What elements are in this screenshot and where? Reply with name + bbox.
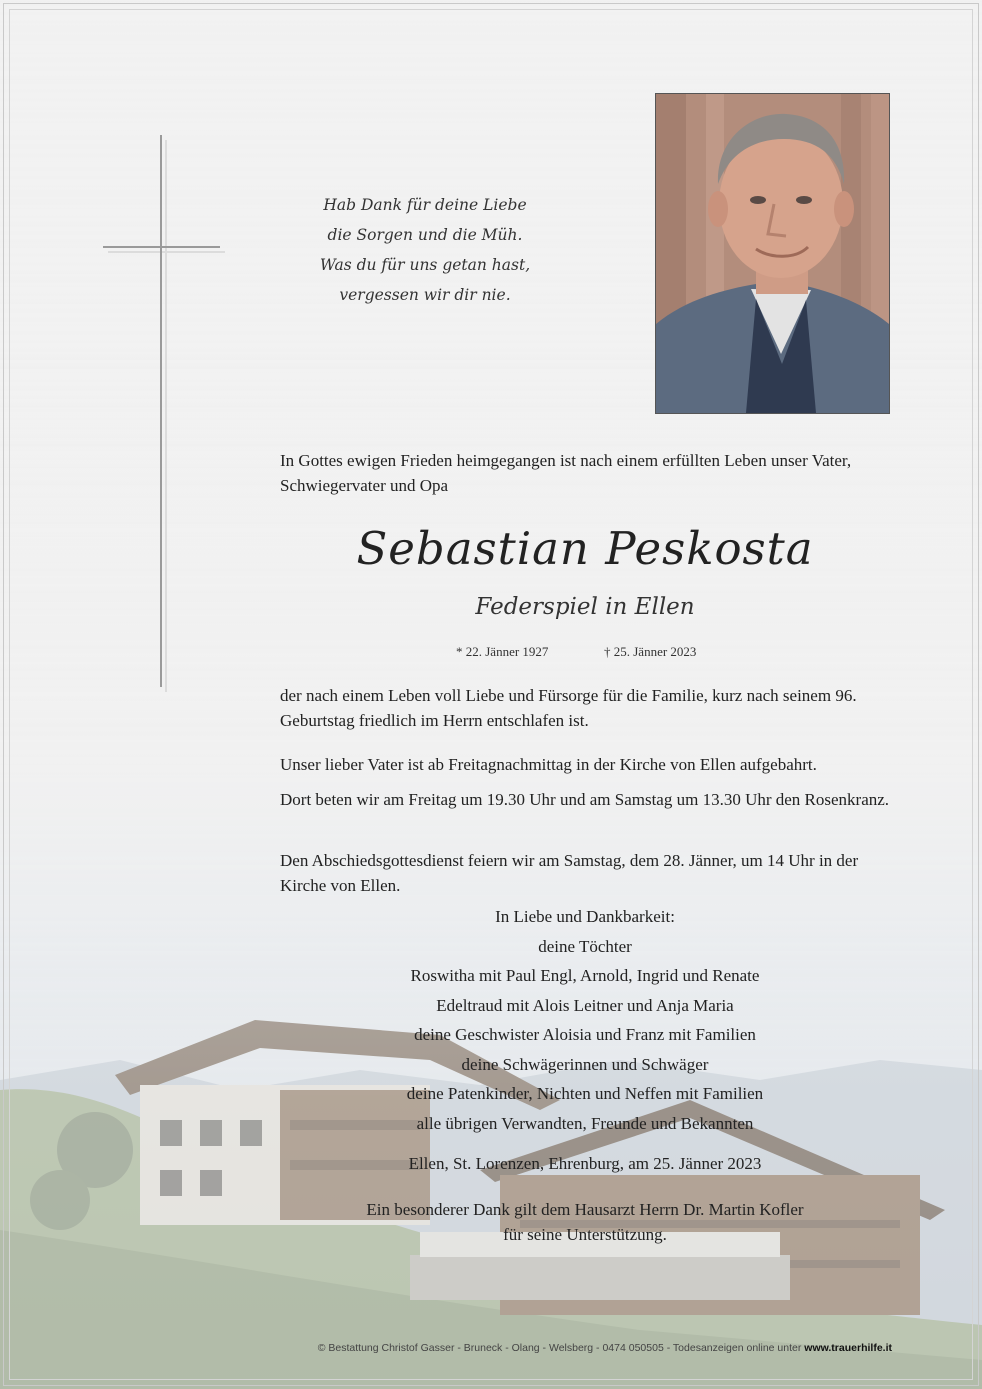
poem-line: vergessen wir dir nie. [339, 286, 511, 304]
memorial-poem [290, 190, 560, 310]
deceased-home: Federspiel in Ellen [475, 594, 695, 620]
mourner-line: Roswitha mit Paul Engl, Arnold, Ingrid und Renate [410, 966, 760, 985]
footer-credits [20, 1342, 892, 1354]
mourner-line: deine Patenkinder, Nichten und Neffen mit Familien [406, 1084, 764, 1103]
birth-date: * 22. Jänner 1927 [456, 644, 549, 659]
place-date: Ellen, St. Lorenzen, Ehrenburg, am 25. Jänner 2023 [408, 1154, 762, 1173]
thanks-line: für seine Unterstützung. [503, 1225, 667, 1244]
poem-line: die Sorgen und die Müh. [327, 226, 523, 244]
poem-line: Hab Dank für deine Liebe [323, 196, 527, 214]
paragraph-life: der nach einem Leben voll Liebe und Fürsorge für die Familie, kurz nach seinem 96. Geburtstag friedlich im Herrn entschlafen ist. [280, 686, 857, 730]
paragraph-rosary: Dort beten wir am Freitag um 19.30 Uhr und am Samstag um 13.30 Uhr den Rosenkranz. [280, 790, 890, 809]
mourners-heading: In Liebe und Dankbarkeit: [495, 907, 675, 926]
paragraph-laid-out: Unser lieber Vater ist ab Freitagnachmittag in der Kirche von Ellen aufgebahrt. [280, 755, 817, 774]
mourner-line: alle übrigen Verwandten, Freunde und Bekannten [416, 1113, 754, 1133]
footer-text: © Bestattung Christof Gasser - Bruneck - Olang - Welsberg - 0474 050505 - Todesanzeigen online unter [317, 1342, 805, 1354]
footer-website-link[interactable]: www.trauerhilfe.it [804, 1342, 892, 1354]
thanks-line: Ein besonderer Dank gilt dem Hausarzt Herrn Dr. Martin Kofler [366, 1200, 804, 1219]
mourner-line: deine Töchter [538, 936, 632, 956]
paragraph-funeral: Den Abschiedsgottesdienst feiern wir am Samstag, dem 28. Jänner, um 14 Uhr in der Kirche von Ellen. [280, 851, 859, 895]
mourners-list [280, 902, 890, 1138]
death-date: † 25. Jänner 2023 [604, 644, 697, 659]
intro-text: In Gottes ewigen Frieden heimgegangen ist nach einem erfüllten Leben unser Vater, Schwiegervater und Opa [280, 451, 852, 495]
mourner-line: deine Geschwister Aloisia und Franz mit Familien [414, 1025, 756, 1044]
mourner-line: Edeltraud mit Alois Leitner und Anja Maria [436, 995, 734, 1015]
deceased-name: Sebastian Peskosta [356, 522, 814, 575]
poem-line: Was du für uns getan hast, [319, 256, 531, 274]
portrait-photo [655, 93, 890, 414]
mourner-line: deine Schwägerinnen und Schwäger [461, 1054, 709, 1074]
thanks-note [280, 1197, 890, 1247]
